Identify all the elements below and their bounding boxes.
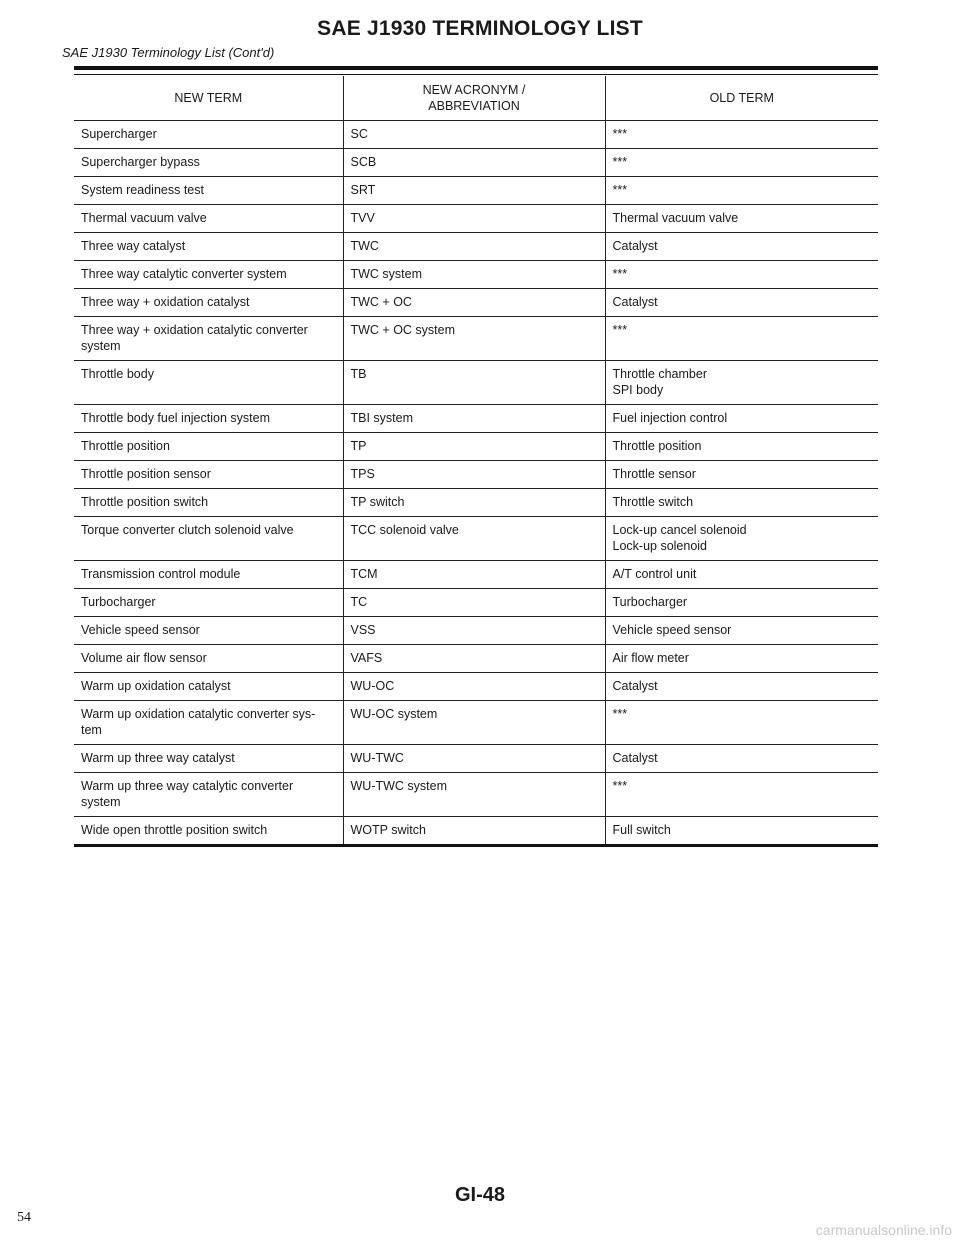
new-term-cell [74,121,343,149]
acronym-cell [343,773,605,817]
cell-text-line: Warm up oxidation catalytic converter sys- [81,707,316,721]
cell-text-line: Supercharger [81,127,157,141]
cell-text-line: *** [612,323,628,337]
table-row [74,289,878,317]
cell-text-line: Three way catalytic converter system [81,267,287,281]
acronym-cell [343,645,605,673]
cell-text-line: SC [350,127,368,141]
new-term-cell [74,289,343,317]
cell-text-line: Throttle position sensor [81,467,211,481]
cell-text-line: Transmission control module [81,567,241,581]
old-term-cell [605,589,878,617]
table-row [74,745,878,773]
cell-text-line: Wide open throttle position switch [81,823,268,837]
cell-text-line: Turbocharger [81,595,156,609]
table-row [74,817,878,846]
cell-text-line: TP [350,439,367,453]
acronym-cell [343,317,605,361]
acronym-cell [343,233,605,261]
acronym-cell [343,405,605,433]
cell-text-line: Three way catalyst [81,239,186,253]
cell-text-line: TWC system [350,267,423,281]
cell-text-line: VAFS [350,651,383,665]
cell-text-line: Vehicle speed sensor [612,623,732,637]
table-row [74,261,878,289]
cell-text-line: TPS [350,467,375,481]
cell-text-line: *** [612,779,628,793]
cell-text-line: Catalyst [612,751,658,765]
table-row [74,233,878,261]
table-row [74,205,878,233]
old-term-cell [605,773,878,817]
cell-text-line: TWC [350,239,379,253]
old-term-cell [605,561,878,589]
table-row [74,517,878,561]
cell-text-line: *** [612,127,628,141]
table-row [74,461,878,489]
cell-text-line: Catalyst [612,295,658,309]
old-term-cell [605,289,878,317]
cell-text-line: SPI body [612,383,664,397]
header-rule-thin [74,74,878,75]
new-term-cell [74,317,343,361]
old-term-cell [605,261,878,289]
cell-text-line: *** [612,155,628,169]
table-row [74,405,878,433]
old-term-cell [605,489,878,517]
old-term-cell [605,317,878,361]
cell-text-line: Vehicle speed sensor [81,623,200,637]
new-term-cell [74,617,343,645]
table-row [74,673,878,701]
cell-text-line: Three way + oxidation catalytic converter [81,323,308,337]
old-term-cell [605,817,878,846]
new-term-cell [74,561,343,589]
column-header-new-acronym-text: NEW ACRONYM / ABBREVIATION [422,83,526,113]
table-row [74,121,878,149]
page-subtitle: SAE J1930 Terminology List (Cont'd) [62,45,275,60]
cell-text-line: Warm up oxidation catalyst [81,679,231,693]
cell-text-line: Air flow meter [612,651,689,665]
acronym-cell [343,433,605,461]
cell-text-line: TVV [350,211,375,225]
page-number: 54 [17,1210,31,1225]
table-row [74,701,878,745]
old-term-cell [605,433,878,461]
cell-text-line: Three way + oxidation catalyst [81,295,250,309]
cell-text-line: System readiness test [81,183,204,197]
cell-text-line: A/T control unit [612,567,697,581]
cell-text-line: Throttle chamber [612,367,707,381]
table-row [74,317,878,361]
cell-text-line: Throttle body fuel injection system [81,411,270,425]
cell-text-line: *** [612,267,628,281]
old-term-cell [605,233,878,261]
cell-text-line: *** [612,707,628,721]
cell-text-line: Catalyst [612,239,658,253]
new-term-cell [74,517,343,561]
table-body [74,121,878,846]
acronym-cell [343,701,605,745]
acronym-cell [343,489,605,517]
table-row [74,433,878,461]
column-header-new-acronym [343,76,605,121]
cell-text-line: Throttle position [81,439,170,453]
cell-text-line: Volume air flow sensor [81,651,207,665]
cell-text-line: Thermal vacuum valve [81,211,207,225]
old-term-cell [605,645,878,673]
header-rule-thick [74,66,878,70]
cell-text-line: Thermal vacuum valve [612,211,739,225]
cell-text-line: Throttle position [612,439,702,453]
old-term-cell [605,617,878,645]
acronym-cell [343,745,605,773]
old-term-cell [605,361,878,405]
acronym-cell [343,205,605,233]
table-row [74,361,878,405]
cell-text-line: WU-OC [350,679,395,693]
cell-text-line: system [81,795,121,809]
cell-text-line: Throttle position switch [81,495,209,509]
table-row [74,177,878,205]
acronym-cell [343,177,605,205]
cell-text-line: Torque converter clutch solenoid valve [81,523,294,537]
cell-text-line: TBI system [350,411,414,425]
cell-text-line: TP switch [350,495,405,509]
old-term-cell [605,673,878,701]
acronym-cell [343,673,605,701]
new-term-cell [74,817,343,846]
cell-text-line: Warm up three way catalyst [81,751,235,765]
cell-text-line: WU-OC system [350,707,438,721]
acronym-cell [343,589,605,617]
new-term-cell [74,745,343,773]
cell-text-line: Throttle body [81,367,154,381]
new-term-cell [74,433,343,461]
acronym-cell [343,617,605,645]
acronym-cell [343,289,605,317]
new-term-cell [74,589,343,617]
cell-text-line: Lock-up cancel solenoid [612,523,747,537]
cell-text-line: tem [81,723,102,737]
acronym-cell [343,121,605,149]
cell-text-line: *** [612,183,628,197]
cell-text-line: Full switch [612,823,671,837]
old-term-cell [605,701,878,745]
cell-text-line: Catalyst [612,679,658,693]
old-term-cell [605,177,878,205]
new-term-cell [74,405,343,433]
table-row [74,149,878,177]
new-term-cell [74,673,343,701]
cell-text-line: TWC + OC system [350,323,456,337]
old-term-cell [605,205,878,233]
table-row [74,489,878,517]
cell-text-line: TWC + OC [350,295,412,309]
cell-text-line: WU-TWC system [350,779,448,793]
acronym-cell [343,149,605,177]
old-term-cell [605,121,878,149]
new-term-cell [74,233,343,261]
old-term-cell [605,149,878,177]
page-title: SAE J1930 TERMINOLOGY LIST [317,17,643,40]
new-term-cell [74,489,343,517]
cell-text-line: WOTP switch [350,823,426,837]
acronym-cell [343,517,605,561]
acronym-cell [343,461,605,489]
cell-text-line: Throttle sensor [612,467,696,481]
cell-text-line: Warm up three way catalytic converter [81,779,294,793]
cell-text-line: Lock-up solenoid [612,539,708,553]
new-term-cell [74,261,343,289]
new-term-cell [74,461,343,489]
old-term-cell [605,405,878,433]
cell-text-line: Supercharger bypass [81,155,200,169]
new-term-cell [74,205,343,233]
acronym-cell [343,361,605,405]
new-term-cell [74,149,343,177]
new-term-cell [74,773,343,817]
cell-text-line: TCM [350,567,378,581]
cell-text-line: Fuel injection control [612,411,728,425]
cell-text-line: TC [350,595,368,609]
cell-text-line: Throttle switch [612,495,694,509]
new-term-cell [74,701,343,745]
acronym-cell [343,817,605,846]
new-term-cell [74,361,343,405]
table-row [74,645,878,673]
acronym-cell [343,561,605,589]
watermark: carmanualsonline.info [815,1222,952,1238]
acronym-cell [343,261,605,289]
old-term-cell [605,517,878,561]
cell-text-line: WU-TWC [350,751,404,765]
cell-text-line: SRT [350,183,376,197]
cell-text-line: TB [350,367,367,381]
table-row [74,773,878,817]
old-term-cell [605,461,878,489]
new-term-cell [74,177,343,205]
column-header-new-term: NEW TERM [74,76,343,121]
new-term-cell [74,645,343,673]
table-row [74,617,878,645]
cell-text-line: VSS [350,623,376,637]
table-row [74,589,878,617]
cell-text-line: Turbocharger [612,595,688,609]
cell-text-line: system [81,339,121,353]
cell-text-line: TCC solenoid valve [350,523,459,537]
table-row [74,561,878,589]
table-header-row [74,76,878,121]
terminology-table [74,76,878,847]
page-code: GI-48 [454,1184,506,1206]
cell-text-line: SCB [350,155,377,169]
column-header-old-term: OLD TERM [605,76,878,121]
old-term-cell [605,745,878,773]
